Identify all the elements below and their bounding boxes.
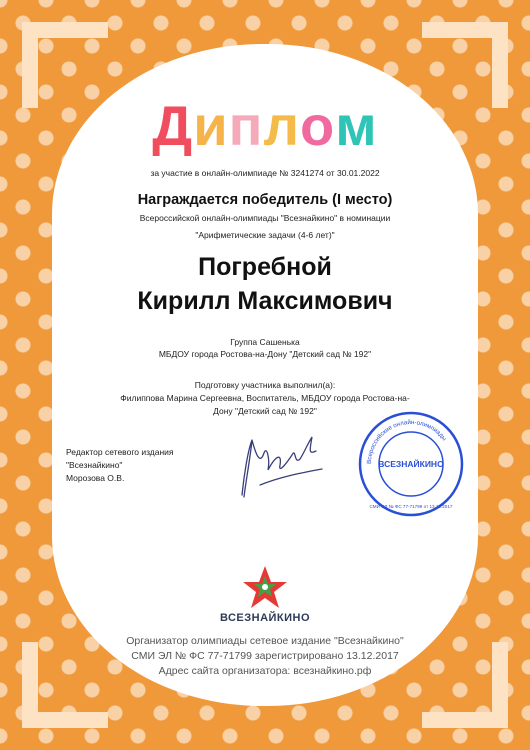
winner-given-names: Кирилл Максимович [137, 287, 393, 315]
diploma-title [0, 94, 530, 158]
title-letter-4: о [300, 94, 336, 157]
stamp-registration-text: СМИ ЭЛ № ФС 77-71799 от 13.12.2017 [369, 504, 453, 509]
editor-title: Редактор сетевого издания [66, 447, 174, 457]
title-letter-0: Д [152, 94, 194, 157]
nomination-line: "Арифметические задачи (4-6 лет)" [195, 230, 335, 240]
stamp-ring-text: Всероссийские онлайн-олимпиады [365, 418, 448, 465]
title-letter-3: л [263, 94, 301, 157]
signature-image [230, 425, 330, 505]
school-name: МБДОУ города Ростова-на-Дону "Детский сад № 192" [158, 349, 372, 359]
registration-line: СМИ ЭЛ № ФС 77-71799 зарегистрировано 13.12.2017 [131, 650, 399, 662]
group-name: Группа Сашенька [230, 337, 300, 347]
award-heading: Награждается победитель (I место) [137, 192, 393, 208]
editor-block [66, 446, 174, 485]
olympiad-line: Всероссийской онлайн-олимпиады "Всезнайкино" в номинации [139, 213, 391, 223]
official-stamp [357, 410, 465, 518]
editor-publication: "Всезнайкино" [66, 460, 123, 470]
title-letter-2: п [228, 94, 264, 157]
winner-surname: Погребной [198, 253, 332, 281]
participation-line: за участие в онлайн-олимпиаде № 3241274 от 30.01.2022 [150, 168, 380, 178]
title-letter-1: и [193, 94, 229, 157]
logo-wordmark: ВСЕЗНАЙКИНО [219, 612, 311, 624]
teacher-info: Филиппова Марина Сергеевна, Воспитатель, МБДОУ города Ростова-на-Дону "Детский сад № 192" [120, 393, 410, 416]
stamp-center-text: ВСЕЗНАЙКИНО [378, 459, 444, 469]
editor-name: Морозова О.В. [66, 473, 125, 483]
prepared-by-label: Подготовку участника выполнил(а): [194, 380, 336, 390]
website-line: Адрес сайта организатора: всезнайкино.рф [158, 665, 372, 677]
vseznaykino-logo-icon [195, 562, 335, 612]
organizer-line: Организатор олимпиады сетевое издание "Всезнайкино" [126, 635, 404, 647]
title-letter-5: м [335, 94, 378, 157]
